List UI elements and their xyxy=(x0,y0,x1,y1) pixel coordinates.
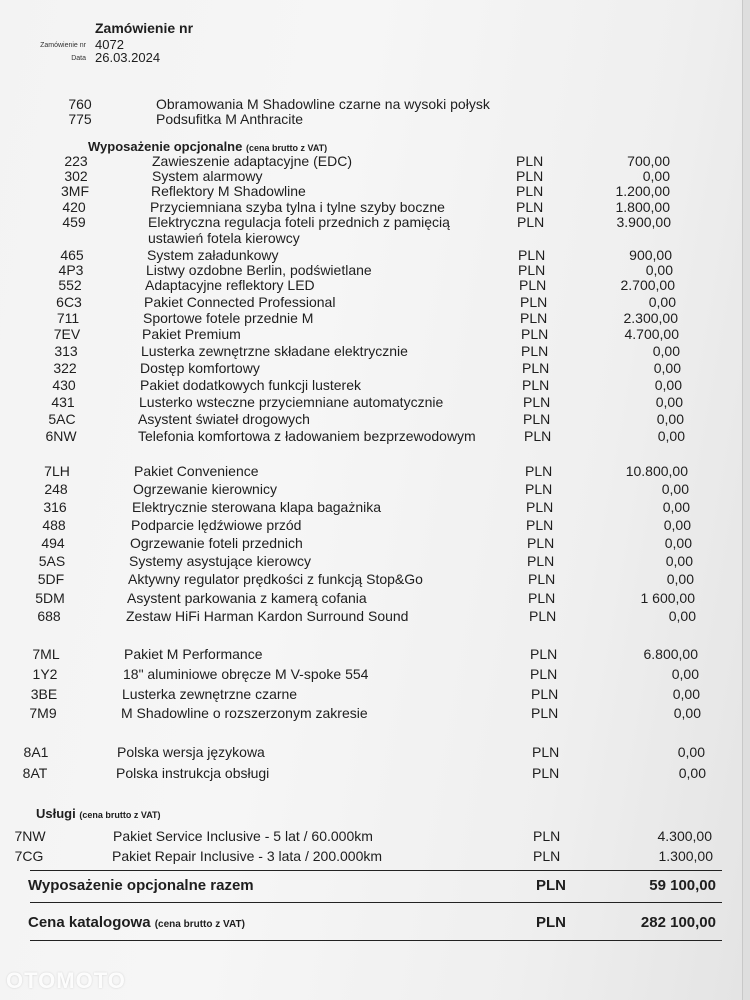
divider-line xyxy=(30,870,722,871)
item-description: System załadunkowy xyxy=(147,247,279,263)
item-description: Elektryczna regulacja foteli przednich z pamięcią xyxy=(148,214,450,230)
option-row xyxy=(0,411,740,428)
item-currency: PLN xyxy=(526,517,554,533)
item-description: Ogrzewanie foteli przednich xyxy=(130,535,303,551)
item-currency: PLN xyxy=(533,828,561,844)
item-code: 7EV xyxy=(53,326,81,342)
order-title: Zamówienie nr xyxy=(95,20,194,36)
item-code: 494 xyxy=(41,535,65,551)
item-price: 6.800,00 xyxy=(643,646,698,662)
item-price: 700,00 xyxy=(627,153,670,169)
item-code: 711 xyxy=(56,310,80,326)
option-row xyxy=(0,608,740,625)
item-currency: PLN xyxy=(521,343,549,359)
item-description: Zestaw HiFi Harman Kardon Surround Sound xyxy=(126,608,409,624)
services-section-subtitle: (cena brutto z VAT) xyxy=(79,810,161,820)
item-description: Systemy asystujące kierowcy xyxy=(129,553,312,569)
item-description: Telefonia komfortowa z ładowaniem bezprzewodowym xyxy=(138,428,476,444)
item-description: Zawieszenie adaptacyjne (EDC) xyxy=(152,153,352,169)
item-price: 0,00 xyxy=(652,343,680,359)
item-currency: PLN xyxy=(516,183,544,199)
item-code: 223 xyxy=(64,153,88,169)
item-code: 6NW xyxy=(45,428,77,444)
item-price: 0,00 xyxy=(662,499,690,515)
item-code: 465 xyxy=(60,247,84,263)
item-price: 4.700,00 xyxy=(624,326,679,342)
item-currency: PLN xyxy=(525,463,553,479)
item-price: 0,00 xyxy=(673,705,701,721)
item-price: 1.800,00 xyxy=(615,199,670,215)
option-row xyxy=(0,294,740,311)
optional-total-label: Wyposażenie opcjonalne razem xyxy=(28,877,254,894)
optional-section-subtitle: (cena brutto z VAT) xyxy=(245,143,328,153)
option-row xyxy=(0,463,740,480)
item-price: 1.300,00 xyxy=(658,848,713,864)
item-code: 8AT xyxy=(22,765,48,781)
item-currency: PLN xyxy=(519,277,547,293)
item-code: 688 xyxy=(37,608,61,624)
item-code: 4P3 xyxy=(58,262,84,278)
option-row xyxy=(0,535,740,552)
option-row xyxy=(0,343,740,360)
item-code: 5DM xyxy=(35,590,65,606)
item-price: 0,00 xyxy=(657,428,685,444)
item-code: 7NW xyxy=(14,828,46,844)
item-price: 0,00 xyxy=(664,535,692,551)
item-code: 7ML xyxy=(32,646,60,662)
item-description: Pakiet Convenience xyxy=(134,463,259,479)
item-price: 3.900,00 xyxy=(616,214,671,230)
option-row xyxy=(0,705,740,722)
item-description: 18" aluminiowe obręcze M V-spoke 554 xyxy=(123,666,369,682)
item-description: Lusterka zewnętrzne czarne xyxy=(122,686,298,702)
item-description: Asystent świateł drogowych xyxy=(138,411,310,427)
divider-line xyxy=(30,902,722,903)
item-code: 431 xyxy=(51,394,75,410)
service-row xyxy=(0,848,740,865)
option-row xyxy=(0,499,740,516)
item-description: Pakiet Connected Professional xyxy=(144,294,336,310)
option-row xyxy=(0,553,740,570)
option-row xyxy=(0,310,740,327)
item-currency: PLN xyxy=(529,608,557,624)
option-row xyxy=(0,214,740,231)
divider-line xyxy=(30,940,722,941)
optional-total-row xyxy=(28,876,718,896)
item-code: 3MF xyxy=(61,183,89,199)
item-code: 7M9 xyxy=(29,705,57,721)
item-currency: PLN xyxy=(520,294,548,310)
list-price-value: 282 100,00 xyxy=(640,914,716,931)
option-row xyxy=(0,646,740,663)
item-description: M Shadowline o rozszerzonym zakresie xyxy=(121,705,368,721)
item-description: Pakiet Service Inclusive - 5 lat / 60.000km xyxy=(113,828,373,844)
item-currency: PLN xyxy=(531,686,559,702)
item-price: 2.700,00 xyxy=(620,277,675,293)
option-row xyxy=(0,394,740,411)
top-item-row xyxy=(0,111,700,128)
item-code: 302 xyxy=(64,168,88,184)
item-code: 313 xyxy=(54,343,78,359)
item-description: Sportowe fotele przednie M xyxy=(143,310,314,326)
order-number: 4072 xyxy=(95,37,124,52)
item-price: 0,00 xyxy=(678,765,706,781)
option-row xyxy=(0,666,740,683)
item-currency: PLN xyxy=(522,377,550,393)
item-code: 3BE xyxy=(30,686,58,702)
item-price: 0,00 xyxy=(642,168,670,184)
order-date: 26.03.2024 xyxy=(95,50,161,65)
option-row xyxy=(0,686,740,703)
date-label: Data xyxy=(71,55,86,62)
item-currency: PLN xyxy=(528,590,556,606)
otomoto-watermark: OTOMOTO xyxy=(6,968,126,993)
item-price: 0,00 xyxy=(655,394,683,410)
list-price-row xyxy=(28,913,718,933)
option-row xyxy=(0,765,740,782)
item-price: 0,00 xyxy=(656,411,684,427)
item-description: System alarmowy xyxy=(152,168,263,184)
item-description: Asystent parkowania z kamerą cofania xyxy=(127,590,367,606)
option-row xyxy=(0,571,740,588)
item-code: 459 xyxy=(62,214,86,230)
option-row xyxy=(0,744,740,761)
item-description: Podsufitka M Anthracite xyxy=(156,111,304,127)
item-currency: PLN xyxy=(518,247,546,263)
item-currency: PLN xyxy=(531,705,559,721)
item-code: 430 xyxy=(52,377,76,393)
item-code: 248 xyxy=(44,481,68,497)
item-code: 6C3 xyxy=(56,294,82,310)
option-row xyxy=(0,517,740,534)
item-price: 0,00 xyxy=(645,262,673,278)
list-price-label: Cena katalogowa xyxy=(28,914,151,931)
item-price: 0,00 xyxy=(671,666,699,682)
optional-section-header xyxy=(88,139,327,154)
item-description: Pakiet M Performance xyxy=(124,646,263,662)
item-description: Dostęp komfortowy xyxy=(140,360,260,376)
item-description: Przyciemniana szyba tylna i tylne szyby boczne xyxy=(150,199,445,215)
option-row xyxy=(0,360,740,377)
item-price: 1.200,00 xyxy=(615,183,670,199)
item-code: 5AS xyxy=(38,553,66,569)
item-description: Podparcie lędźwiowe przód xyxy=(131,517,302,533)
item-currency: PLN xyxy=(522,360,550,376)
item-code: 488 xyxy=(42,517,66,533)
item-price: 0,00 xyxy=(663,517,691,533)
services-section-header xyxy=(36,806,161,821)
item-currency: PLN xyxy=(516,199,544,215)
item-price: 2.300,00 xyxy=(623,310,678,326)
option-row xyxy=(0,428,740,445)
item-code: 316 xyxy=(43,499,67,515)
item-description: Listwy ozdobne Berlin, podświetlane xyxy=(146,262,372,278)
item-code: 5DF xyxy=(37,571,65,587)
item-price: 900,00 xyxy=(629,247,672,263)
item-currency: PLN xyxy=(526,499,554,515)
item-code: 7CG xyxy=(14,848,44,864)
option-row xyxy=(0,377,740,394)
services-section-title: Usługi xyxy=(36,806,76,821)
item-description: Polska wersja językowa xyxy=(117,744,265,760)
list-price-currency: PLN xyxy=(536,914,566,931)
option-row xyxy=(0,326,740,343)
item-currency: PLN xyxy=(524,428,552,444)
item-description: Adaptacyjne reflektory LED xyxy=(145,277,315,293)
item-description: Pakiet dodatkowych funkcji lusterek xyxy=(140,377,361,393)
item-currency: PLN xyxy=(523,411,551,427)
item-currency: PLN xyxy=(527,535,555,551)
item-currency: PLN xyxy=(520,310,548,326)
item-currency: PLN xyxy=(532,765,560,781)
item-price: 0,00 xyxy=(665,553,693,569)
option-row xyxy=(0,183,740,200)
item-price: 1 600,00 xyxy=(640,590,695,606)
item-currency: PLN xyxy=(530,646,558,662)
item-price: 0,00 xyxy=(653,360,681,376)
optional-section-title: Wyposażenie opcjonalne xyxy=(88,139,243,154)
item-code: 5AC xyxy=(48,411,76,427)
service-row xyxy=(0,828,740,845)
item-code: 552 xyxy=(58,277,82,293)
item-description: Ogrzewanie kierownicy xyxy=(133,481,277,497)
optional-total-price: 59 100,00 xyxy=(649,877,716,894)
item-currency: PLN xyxy=(523,394,551,410)
item-currency: PLN xyxy=(521,326,549,342)
item-price: 0,00 xyxy=(677,744,705,760)
item-currency: PLN xyxy=(516,168,544,184)
item-description: Elektrycznie sterowana klapa bagażnika xyxy=(132,499,382,515)
item-currency: PLN xyxy=(528,571,556,587)
item-description: Pakiet Repair Inclusive - 3 lata / 200.000km xyxy=(112,848,383,864)
item-currency: PLN xyxy=(517,214,545,230)
item-currency: PLN xyxy=(533,848,561,864)
item-price: 0,00 xyxy=(654,377,682,393)
option-row xyxy=(0,481,740,498)
item-price: 0,00 xyxy=(648,294,676,310)
optional-total-currency: PLN xyxy=(536,877,566,894)
item-description: Lusterko wsteczne przyciemniane automatycznie xyxy=(139,394,444,410)
item-currency: PLN xyxy=(532,744,560,760)
item-currency: PLN xyxy=(516,153,544,169)
item-description-continued: ustawień fotela kierowcy xyxy=(148,230,300,246)
item-code: 420 xyxy=(62,199,86,215)
item-code: 1Y2 xyxy=(32,666,58,682)
option-row xyxy=(0,590,740,607)
item-price: 4.300,00 xyxy=(657,828,712,844)
item-code: 8A1 xyxy=(23,744,49,760)
item-code: 775 xyxy=(68,111,92,127)
item-price: 0,00 xyxy=(668,608,696,624)
item-currency: PLN xyxy=(518,262,546,278)
item-description: Pakiet Premium xyxy=(142,326,241,342)
item-price: 0,00 xyxy=(661,481,689,497)
item-price: 0,00 xyxy=(666,571,694,587)
item-code: 7LH xyxy=(44,463,70,479)
item-currency: PLN xyxy=(525,481,553,497)
option-row xyxy=(0,277,740,294)
item-currency: PLN xyxy=(530,666,558,682)
item-description: Obramowania M Shadowline czarne na wysoki połysk xyxy=(156,96,490,112)
order-number-label: Zamówienie nr xyxy=(40,42,86,49)
item-code: 760 xyxy=(68,96,92,112)
item-code: 322 xyxy=(53,360,77,376)
item-price: 0,00 xyxy=(672,686,700,702)
item-description: Lusterka zewnętrzne składane elektrycznie xyxy=(141,343,408,359)
item-description: Aktywny regulator prędkości z funkcją Stop&Go xyxy=(128,571,423,587)
item-price: 10.800,00 xyxy=(625,463,688,479)
item-currency: PLN xyxy=(527,553,555,569)
item-description: Polska instrukcja obsługi xyxy=(116,765,270,781)
list-price-subtitle: (cena brutto z VAT) xyxy=(154,919,245,930)
item-description: Reflektory M Shadowline xyxy=(151,183,306,199)
